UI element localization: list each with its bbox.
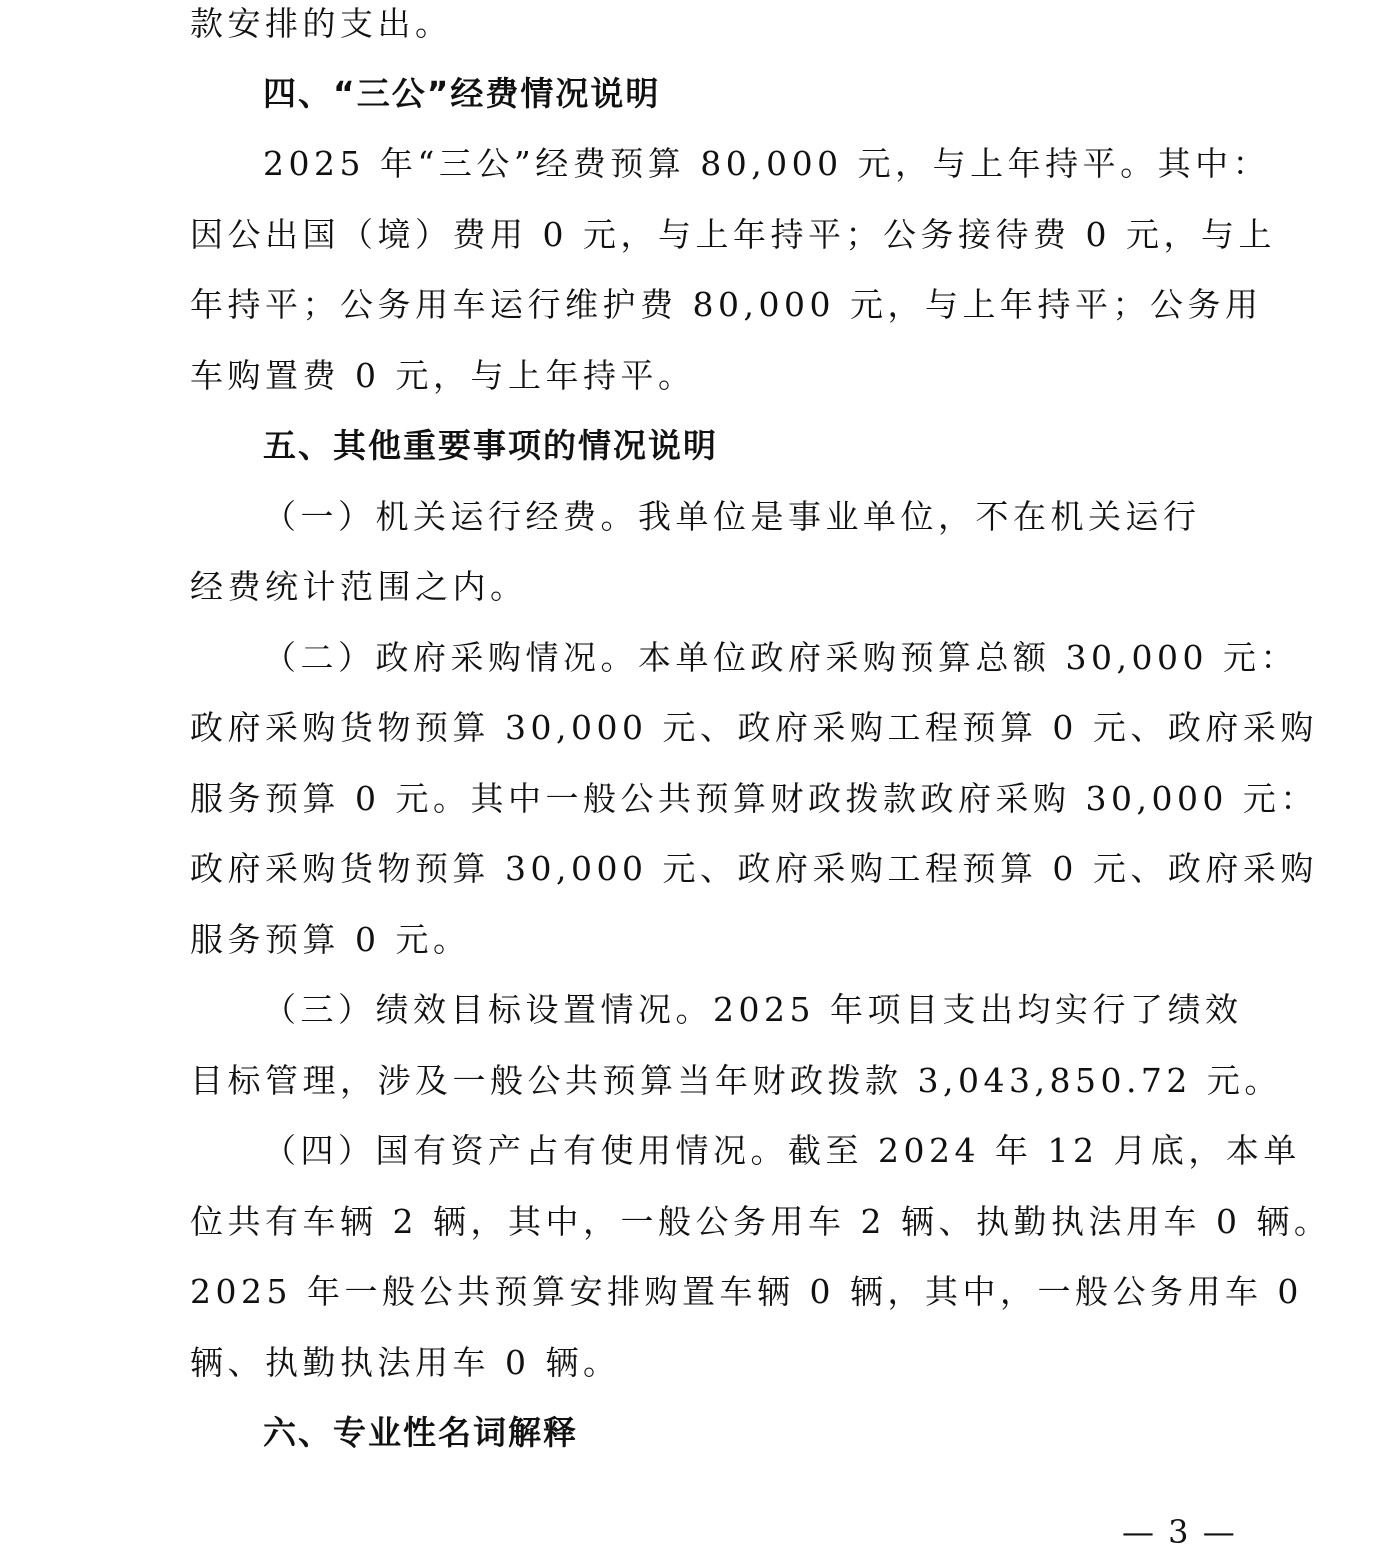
body-text-line: 政府采购货物预算 30,000 元、政府采购工程预算 0 元、政府采购	[190, 708, 1318, 747]
section-heading-terms: 六、专业性名词解释	[263, 1413, 578, 1452]
body-text-line: （二）政府采购情况。本单位政府采购预算总额 30,000 元：	[263, 638, 1298, 677]
body-text-line: 经费统计范围之内。	[190, 567, 528, 606]
body-text-line: 位共有车辆 2 辆，其中，一般公务用车 2 辆、执勤执法用车 0 辆。	[190, 1202, 1332, 1241]
body-text-line: 年持平；公务用车运行维护费 80,000 元，与上年持平；公务用	[190, 285, 1263, 324]
body-text-line: 政府采购货物预算 30,000 元、政府采购工程预算 0 元、政府采购	[190, 849, 1318, 888]
body-text-line: 目标管理，涉及一般公共预算当年财政拨款 3,043,850.72 元。	[190, 1061, 1282, 1100]
body-text-line: 款安排的支出。	[190, 4, 453, 43]
section-heading-san-gong: 四、“三公”经费情况说明	[263, 74, 661, 113]
page-number: — 3 —	[1122, 1513, 1237, 1551]
section-heading-other-matters: 五、其他重要事项的情况说明	[263, 426, 718, 465]
body-text-line: （三）绩效目标设置情况。2025 年项目支出均实行了绩效	[263, 990, 1243, 1029]
body-text-line: （四）国有资产占有使用情况。截至 2024 年 12 月底，本单	[263, 1131, 1301, 1170]
body-text-line: 服务预算 0 元。	[190, 920, 471, 959]
body-text-line: （一）机关运行经费。我单位是事业单位，不在机关运行	[263, 497, 1201, 536]
body-text-line: 因公出国（境）费用 0 元，与上年持平；公务接待费 0 元，与上	[190, 215, 1276, 254]
body-text-line: 辆、执勤执法用车 0 辆。	[190, 1343, 621, 1382]
body-text-line: 车购置费 0 元，与上年持平。	[190, 356, 696, 395]
body-text-line: 服务预算 0 元。其中一般公共预算财政拨款政府采购 30,000 元：	[190, 779, 1318, 818]
body-text-line: 2025 年一般公共预算安排购置车辆 0 辆，其中，一般公务用车 0	[190, 1272, 1303, 1311]
body-text-line: 2025 年“三公”经费预算 80,000 元，与上年持平。其中：	[263, 144, 1271, 183]
